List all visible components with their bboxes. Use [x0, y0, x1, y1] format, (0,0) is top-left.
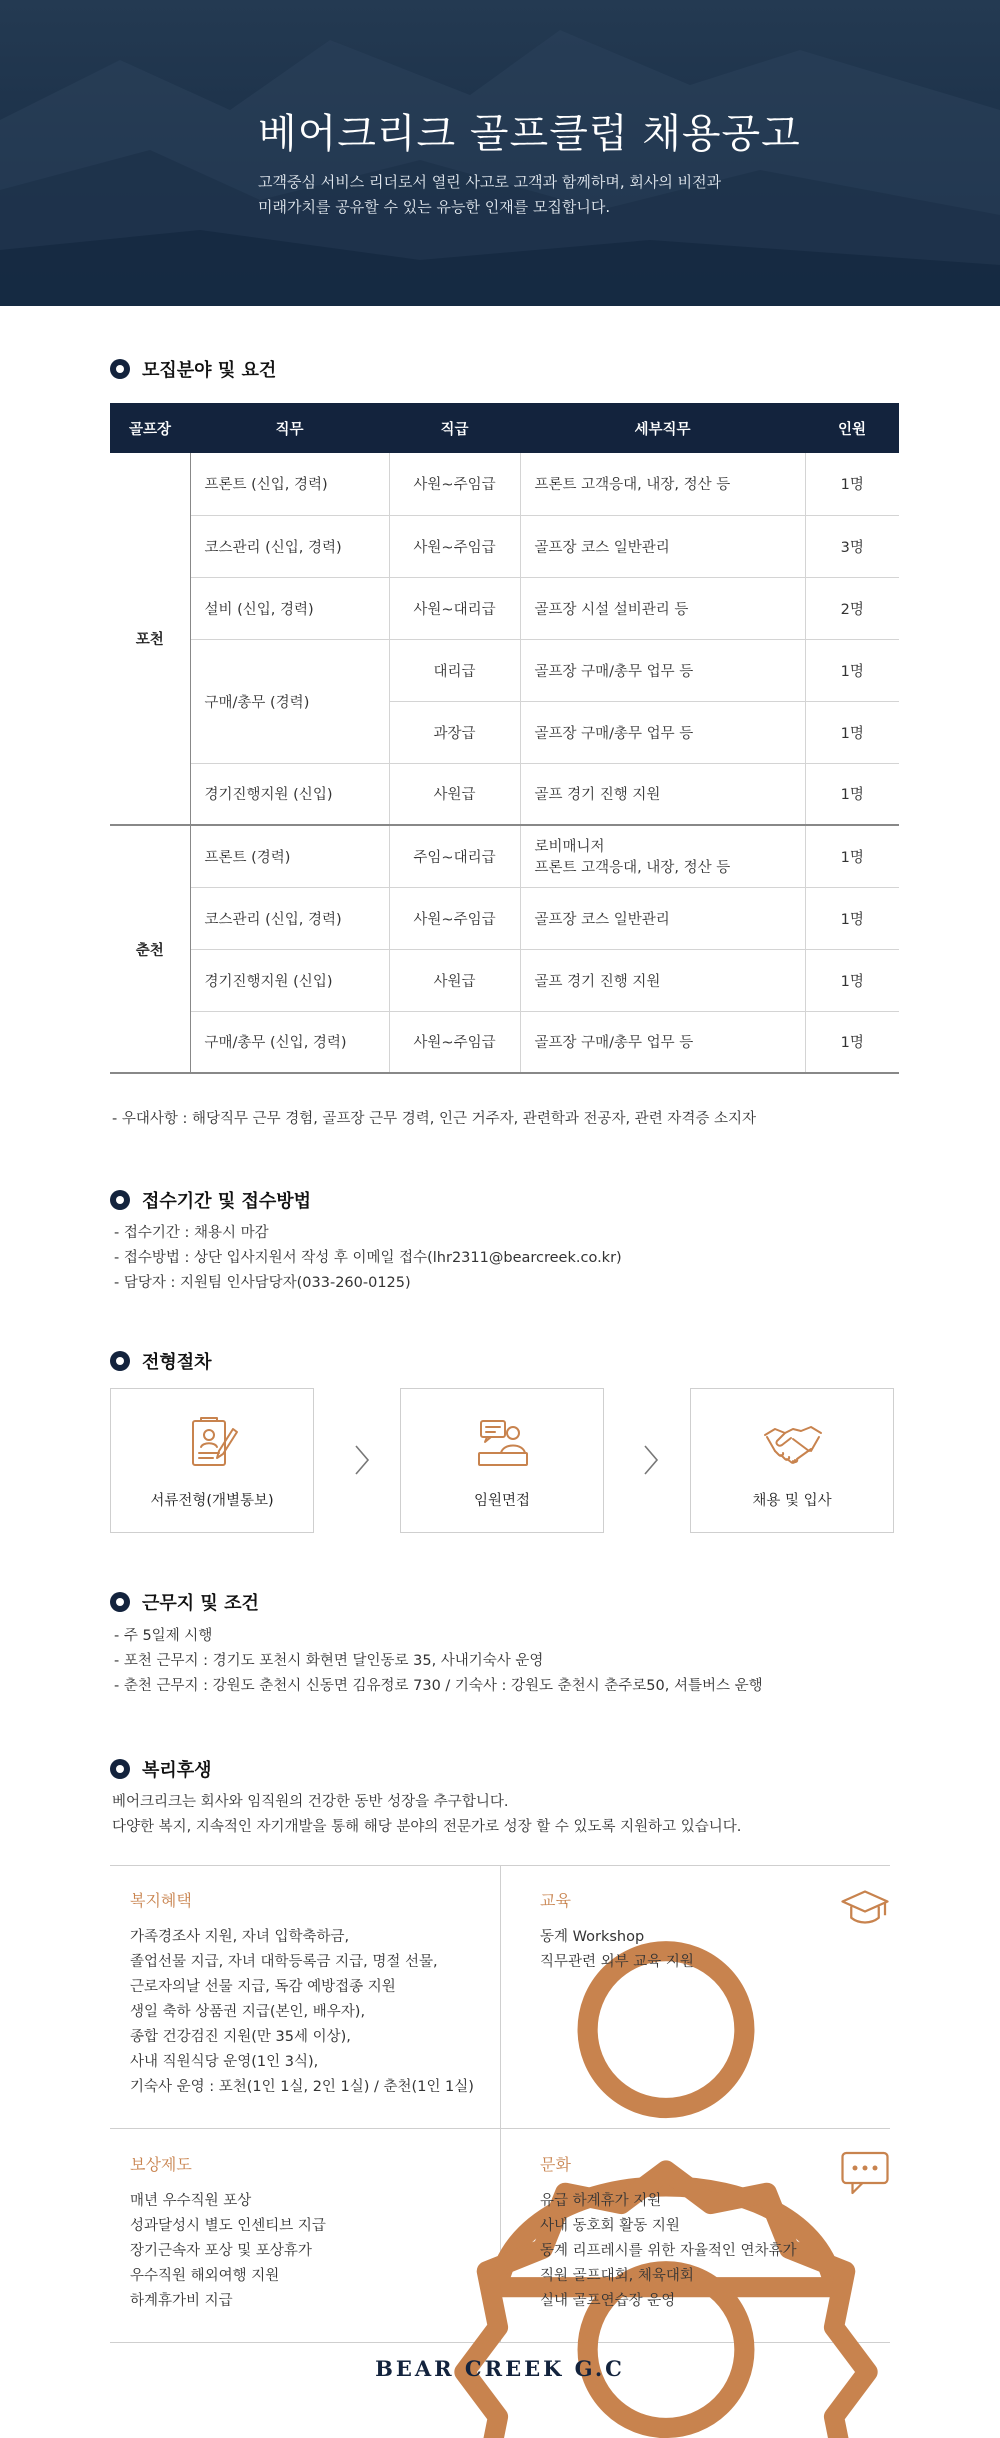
rank-cell: 주임~대리급	[389, 825, 520, 887]
count-cell: 1명	[805, 701, 899, 763]
step-label: 채용 및 입사	[752, 1493, 832, 1509]
list-item: 근로자의날 선물 지급, 독감 예방접종 지원	[130, 1979, 396, 1995]
detail-cell: 프론트 고객응대, 내장, 정산 등	[520, 453, 805, 515]
job-cell: 프론트 (신입, 경력)	[190, 453, 389, 515]
welfare-intro	[112, 1790, 741, 1840]
welfare-cell-culture	[540, 2152, 880, 2314]
info-line: - 담당자 : 지원팀 인사담당자(033-260-0125)	[114, 1275, 411, 1291]
step-label: 서류전형(개별통보)	[150, 1493, 274, 1509]
welfare-grid	[110, 1865, 890, 2343]
detail-cell: 골프장 구매/총무 업무 등	[520, 639, 805, 701]
list-item: 졸업선물 지급, 자녀 대학등록금 지급, 명절 선물,	[130, 1954, 438, 1970]
detail-cell: 골프 경기 진행 지원	[520, 949, 805, 1011]
column-header: 직급	[389, 403, 520, 453]
job-cell: 프론트 (경력)	[190, 825, 389, 887]
process-step-hire	[690, 1388, 894, 1533]
rank-cell: 사원급	[389, 763, 520, 825]
list-item: 성과달성시 별도 인센티브 지급	[130, 2218, 326, 2234]
count-cell: 1명	[805, 887, 899, 949]
section-title: 근무지 및 조건	[142, 1593, 259, 1614]
detail-line: 로비매니저	[534, 839, 605, 856]
list-item: 사내 직원식당 운영(1인 3식),	[130, 2054, 319, 2070]
table-row	[110, 515, 899, 577]
bullet-circle-icon	[110, 359, 130, 379]
process-step-interview	[400, 1388, 604, 1533]
intro-line: 다양한 복지, 지속적인 자기개발을 통해 해당 분야의 전문가로 성장 할 수 있도록 지원하고 있습니다.	[112, 1819, 742, 1835]
apply-info	[114, 1221, 622, 1296]
cell-items	[130, 2189, 490, 2314]
rank-cell: 사원~대리급	[389, 577, 520, 639]
count-cell: 1명	[805, 949, 899, 1011]
table-row	[110, 825, 899, 887]
column-header: 골프장	[110, 403, 190, 453]
location-cell: 포천	[110, 453, 190, 825]
detail-line: 프론트 고객응대, 내장, 정산 등	[534, 860, 731, 877]
count-cell: 1명	[805, 825, 899, 887]
detail-cell: 골프 경기 진행 지원	[520, 763, 805, 825]
company-logo: BEAR CREEK G.C	[375, 2356, 625, 2381]
section-title: 전형절차	[142, 1352, 212, 1373]
detail-cell: 골프장 구매/총무 업무 등	[520, 1011, 805, 1073]
cell-title: 복지혜택	[130, 1891, 192, 1910]
rank-cell: 사원~주임급	[389, 887, 520, 949]
count-cell: 2명	[805, 577, 899, 639]
list-item: 생일 축하 상품권 지급(본인, 배우자),	[130, 2004, 366, 2020]
rank-cell: 사원~주임급	[389, 515, 520, 577]
chevron-right-icon	[352, 1440, 372, 1480]
welfare-cell-education	[540, 1888, 880, 1975]
table-row	[110, 1011, 899, 1073]
table-row	[110, 639, 899, 701]
table-row	[110, 577, 899, 639]
detail-cell: 골프장 구매/총무 업무 등	[520, 701, 805, 763]
interview-icon	[473, 1413, 533, 1473]
list-item: 가족경조사 지원, 자녀 입학축하금,	[130, 1929, 350, 1945]
list-item: 장기근속자 포상 및 포상휴가	[130, 2243, 312, 2259]
rank-cell: 사원~주임급	[389, 453, 520, 515]
count-cell: 1명	[805, 453, 899, 515]
rank-cell: 사원~주임급	[389, 1011, 520, 1073]
hero-banner	[0, 0, 1000, 306]
cell-title: 문화	[540, 2155, 571, 2174]
column-header: 세부직무	[520, 403, 805, 453]
document-review-icon	[183, 1413, 243, 1473]
job-cell: 코스관리 (신입, 경력)	[190, 515, 389, 577]
chevron-right-icon	[641, 1440, 661, 1480]
job-cell: 경기진행지원 (신입)	[190, 763, 389, 825]
count-cell: 1명	[805, 1011, 899, 1073]
work-info	[114, 1624, 763, 1699]
intro-line: 베어크리크는 회사와 임직원의 건강한 동반 성장을 추구합니다.	[112, 1794, 509, 1810]
rank-cell: 사원급	[389, 949, 520, 1011]
list-item: 기숙사 운영 : 포천(1인 1실, 2인 1실) / 춘천(1인 1실)	[130, 2079, 474, 2095]
section-title: 접수기간 및 접수방법	[142, 1191, 312, 1212]
cell-items	[540, 1925, 880, 1975]
count-cell: 1명	[805, 639, 899, 701]
cell-items	[540, 2189, 880, 2314]
welfare-cell-rewards	[130, 2152, 490, 2314]
info-line: - 춘천 근무지 : 강원도 춘천시 신동면 김유정로 730 / 기숙사 : 강원도 춘천시 춘주로50, 셔틀버스 운행	[114, 1678, 763, 1694]
job-cell: 경기진행지원 (신입)	[190, 949, 389, 1011]
cell-items	[130, 1925, 490, 2100]
hero-subtitle-line: 미래가치를 공유할 수 있는 유능한 인재를 모집합니다.	[258, 198, 611, 216]
section-heading-welfare	[110, 1756, 212, 1782]
section-heading-process	[110, 1348, 212, 1374]
location-cell: 춘천	[110, 825, 190, 1073]
step-label: 임원면접	[473, 1493, 531, 1509]
list-item: 매년 우수직원 포상	[130, 2193, 252, 2209]
section-heading-apply	[110, 1187, 311, 1213]
section-title: 복리후생	[142, 1760, 212, 1781]
table-row	[110, 887, 899, 949]
table-row	[110, 453, 899, 515]
bullet-circle-icon	[110, 1190, 130, 1210]
list-item: 직원 골프대회, 체육대회	[540, 2268, 694, 2284]
info-line: - 주 5일제 시행	[114, 1628, 213, 1644]
list-item: 사내 동호회 활동 지원	[540, 2218, 680, 2234]
cell-title: 보상제도	[130, 2155, 192, 2174]
list-item: 유급 하계휴가 지원	[540, 2193, 662, 2209]
job-cell: 설비 (신입, 경력)	[190, 577, 389, 639]
bullet-circle-icon	[110, 1351, 130, 1371]
count-cell: 3명	[805, 515, 899, 577]
info-line: - 접수기간 : 채용시 마감	[114, 1225, 269, 1241]
list-item: 동계 Workshop	[540, 1929, 645, 1945]
section-heading-work	[110, 1589, 259, 1615]
section-title: 모집분야 및 요건	[142, 360, 277, 381]
list-item: 동계 리프레시를 위한 자율적인 연차휴가	[540, 2243, 797, 2259]
process-step-document	[110, 1388, 314, 1533]
hero-subtitle-line: 고객중심 서비스 리더로서 열린 사고로 고객과 함께하며, 회사의 비전과	[258, 173, 722, 191]
list-item: 하계휴가비 지급	[130, 2293, 233, 2309]
bullet-circle-icon	[110, 1592, 130, 1612]
column-header: 인원	[805, 403, 899, 453]
job-cell: 구매/총무 (신입, 경력)	[190, 1011, 389, 1073]
info-line: - 접수방법 : 상단 입사지원서 작성 후 이메일 접수(lhr2311@bearcreek.co.kr)	[114, 1250, 622, 1266]
recruit-table	[110, 403, 899, 1074]
job-cell: 코스관리 (신입, 경력)	[190, 887, 389, 949]
section-heading-recruit	[110, 356, 276, 382]
cell-title: 교육	[540, 1891, 571, 1910]
detail-cell: 골프장 코스 일반관리	[520, 515, 805, 577]
handshake-icon	[763, 1413, 823, 1473]
rank-cell: 대리급	[389, 639, 520, 701]
table-row	[110, 763, 899, 825]
detail-cell: 골프장 코스 일반관리	[520, 887, 805, 949]
column-header: 직무	[190, 403, 389, 453]
list-item: 우수직원 해외여행 지원	[130, 2268, 280, 2284]
detail-cell: 골프장 시설 설비관리 등	[520, 577, 805, 639]
list-item: 직무관련 외부 교육 지원	[540, 1954, 694, 1970]
welfare-cell-benefits	[130, 1888, 490, 2100]
detail-cell	[520, 825, 805, 887]
bullet-circle-icon	[110, 1759, 130, 1779]
speech-bubble-icon	[840, 2148, 890, 2198]
page-title: 베어크리크 골프클럽 채용공고	[258, 111, 801, 157]
list-item: 실내 골프연습장 운영	[540, 2293, 676, 2309]
table-header-row	[110, 403, 899, 453]
job-cell: 구매/총무 (경력)	[190, 639, 389, 763]
count-cell: 1명	[805, 763, 899, 825]
hero-subtitle	[258, 170, 721, 220]
preferred-note: - 우대사항 : 해당직무 근무 경험, 골프장 근무 경력, 인근 거주자, 관련학과 전공자, 관련 자격증 소지자	[112, 1111, 756, 1127]
list-item: 종합 건강검진 지원(만 35세 이상),	[130, 2029, 351, 2045]
graduation-cap-icon	[840, 1884, 890, 1934]
info-line: - 포천 근무지 : 경기도 포천시 화현면 달인동로 35, 사내기숙사 운영	[114, 1653, 544, 1669]
rank-cell: 과장급	[389, 701, 520, 763]
table-row	[110, 949, 899, 1011]
